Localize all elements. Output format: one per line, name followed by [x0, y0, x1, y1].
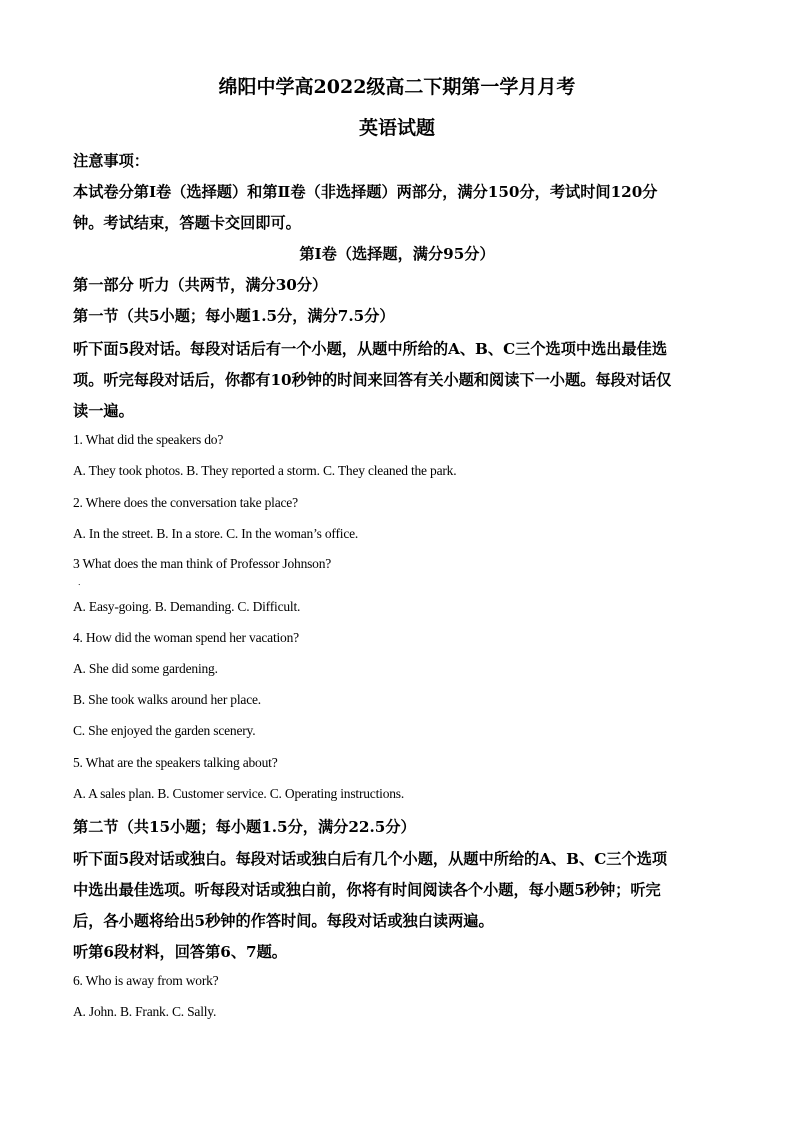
section1-title: 第一节（共5小题；每小题1.5分，满分7.5分）	[73, 307, 395, 325]
exam-title: 绵阳中学高2022级高二下期第一学月月考	[218, 76, 576, 98]
notice-line-1: 本试卷分第Ⅰ卷（选择题）和第Ⅱ卷（非选择题）两部分，满分150分，考试时间120分	[73, 183, 658, 201]
question-2-options: A. In the street. B. In a store. C. In the woman’s office.	[73, 526, 359, 541]
question-6: 6. Who is away from work?	[73, 973, 219, 988]
question-5-options: A. A sales plan. B. Customer service. C. Operating instructions.	[73, 786, 405, 801]
question-3-dot: ．	[78, 578, 86, 587]
question-4-option-b: B. She took walks around her place.	[73, 692, 261, 707]
question-2: 2. Where does the conversation take place?	[73, 495, 298, 510]
section2-instruction-2: 中选出最佳选项。听每段对话或独白前，你将有时间阅读各个小题，每小题5秒钟；听完	[73, 881, 661, 899]
question-4: 4. How did the woman spend her vacation?	[73, 630, 299, 645]
exam-subtitle: 英语试题	[358, 117, 435, 139]
section2-title: 第二节（共15小题；每小题1.5分，满分22.5分）	[73, 818, 416, 836]
question-6-options: A. John. B. Frank. C. Sally.	[73, 1004, 217, 1019]
section2-instruction-3: 后，各小题将给出5秒钟的作答时间。每段对话或独白读两遍。	[73, 912, 494, 930]
section1-instruction-3: 读一遍。	[73, 402, 134, 420]
section1-instruction-2: 项。听完每段对话后，你都有10秒钟的时间来回答有关小题和阅读下一小题。每段对话仅	[73, 371, 672, 389]
question-3-options: A. Easy-going. B. Demanding. C. Difficult.	[73, 599, 301, 614]
material-heading: 听第6段材料，回答第6、7题。	[73, 943, 287, 961]
section2-instruction-1: 听下面5段对话或独白。每段对话或独白后有几个小题，从题中所给的A、B、C三个选项	[73, 850, 668, 868]
question-4-option-c: C. She enjoyed the garden scenery.	[73, 723, 256, 738]
question-1-options: A. They took photos. B. They reported a storm. C. They cleaned the park.	[73, 463, 457, 478]
section1-instruction-1: 听下面5段对话。每段对话后有一个小题，从题中所给的A、B、C三个选项中选出最佳选	[73, 340, 668, 358]
notice-line-2: 钟。考试结束，答题卡交回即可。	[73, 214, 301, 232]
question-4-option-a: A. She did some gardening.	[73, 661, 218, 676]
notice-heading: 注意事项：	[73, 152, 149, 170]
question-1: 1. What did the speakers do?	[73, 432, 224, 447]
question-3: 3 What does the man think of Professor Johnson?	[73, 556, 332, 571]
part-title: 第一部分 听力（共两节，满分30分）	[73, 276, 328, 294]
question-5: 5. What are the speakers talking about?	[73, 755, 278, 770]
volume-title: 第Ⅰ卷（选择题，满分95分）	[299, 245, 495, 263]
